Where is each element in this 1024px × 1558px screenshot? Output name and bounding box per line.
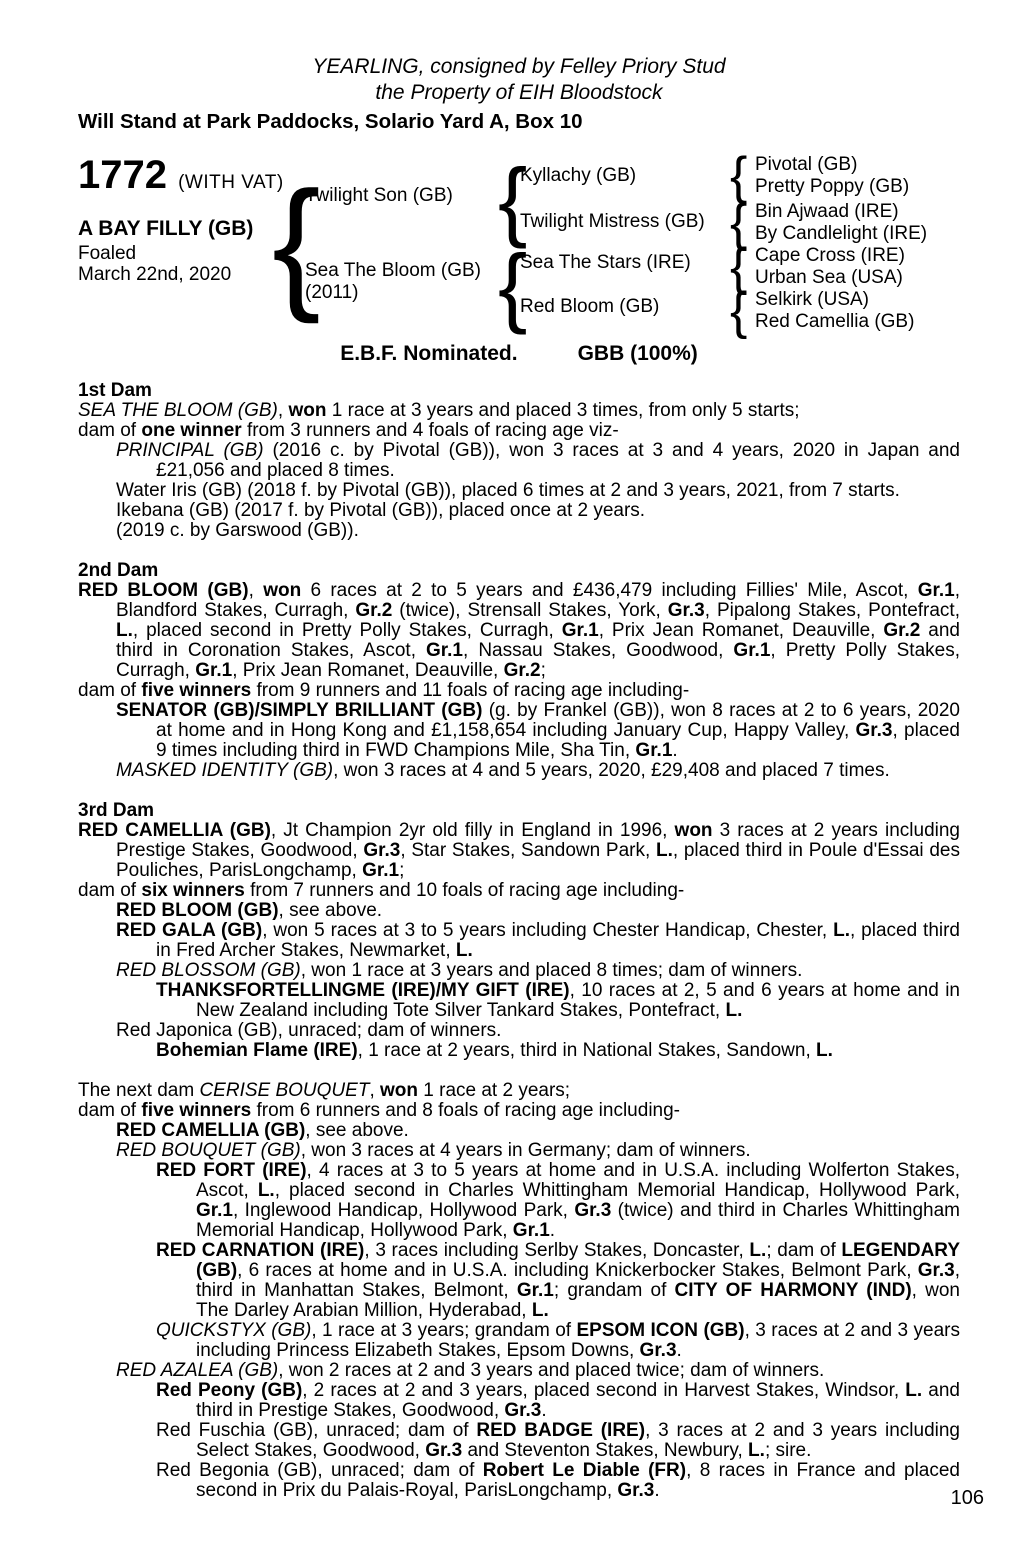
great-grandsire-name: Pivotal (GB) <box>755 154 858 175</box>
sire-sire-name: Kyllachy (GB) <box>520 165 637 186</box>
property-line: the Property of EIH Bloodstock <box>375 81 663 104</box>
catalog-paragraph: Red Fuschia (GB), unraced; dam of RED BADGE (IRE), 3 races at 2 and 3 years including Select Stakes, Goodwood, Gr.3 and Steventon Stakes, Newbury, L.; sire. <box>156 1420 960 1461</box>
great-granddam-name: Urban Sea (USA) <box>755 267 903 288</box>
dam-sire-name: Sea The Stars (IRE) <box>520 252 691 273</box>
catalog-paragraph: Red Begonia (GB), unraced; dam of Robert Le Diable (FR), 8 races in France and placed second in Prix du Palais-Royal, ParisLongchamp, Gr.3. <box>156 1460 960 1501</box>
sire-name: Twilight Son (GB) <box>305 185 453 206</box>
catalog-paragraph: RED CARNATION (IRE), 3 races including Serlby Stakes, Doncaster, L.; dam of LEGENDARY (GB), 6 races at home and in U.S.A. including Knickerbocker Stakes, Belmont Park, Gr.3, third in Manhattan Stakes, Belmont, Gr.1; grandam of CITY OF HARMONY (IND), won The Darley Arabian Million, Hyderabad, L. <box>156 1240 960 1321</box>
stand-location-line: Will Stand at Park Paddocks, Solario Yard A, Box 10 <box>78 110 583 133</box>
great-grandsire-name: Bin Ajwaad (IRE) <box>755 201 899 222</box>
catalog-paragraph: Red Peony (GB), 2 races at 2 and 3 years, placed second in Harvest Stakes, Windsor, L. and third in Prestige Stakes, Goodwood, Gr.3. <box>156 1380 960 1421</box>
catalog-paragraph: THANKSFORTELLINGME (IRE)/MY GIFT (IRE), 10 races at 2, 5 and 6 years at home and in New Zealand including Tote Silver Tankard Stakes, Pontefract, L. <box>156 980 960 1021</box>
pedigree-brace: { <box>730 282 748 340</box>
foaled-date: March 22nd, 2020 <box>78 264 232 285</box>
dam-name: Sea The Bloom (GB) <box>305 260 482 281</box>
first-dam-heading: 1st Dam <box>78 380 152 401</box>
catalog-paragraph: dam of one winner from 3 runners and 4 foals of racing age viz- <box>78 420 619 441</box>
catalog-paragraph: PRINCIPAL (GB) (2016 c. by Pivotal (GB)), won 3 races at 3 and 4 years, 2020 in Japan and £21,056 and placed 8 times. <box>116 440 960 481</box>
great-grandsire-name: Selkirk (USA) <box>755 289 870 310</box>
catalog-paragraph: RED GALA (GB), won 5 races at 3 to 5 years including Chester Handicap, Chester, L., placed third in Fred Archer Stakes, Newmarket, L. <box>116 920 960 961</box>
page-number: 106 <box>950 1487 984 1509</box>
catalog-content <box>78 0 960 1501</box>
sire-dam-name: Twilight Mistress (GB) <box>520 211 705 232</box>
pedigree-brace: { <box>498 150 528 249</box>
first-dam-section <box>78 381 960 541</box>
nomination-line <box>78 342 960 366</box>
catalog-paragraph: SEA THE BLOOM (GB), won 1 race at 3 years and placed 3 times, from only 5 starts; <box>78 400 800 421</box>
vat-note: (WITH VAT) <box>178 172 284 193</box>
gbb-note: GBB (100%) <box>577 342 698 365</box>
catalog-paragraph: RED BLOOM (GB), see above. <box>116 900 383 921</box>
great-granddam-name: Pretty Poppy (GB) <box>755 176 910 197</box>
catalog-paragraph: SENATOR (GB)/SIMPLY BRILLIANT (GB) (g. by Frankel (GB)), won 8 races at 2 to 6 years, 2020 at home and in Hong Kong and £1,158,654 including January Cup, Happy Valley, Gr.3, placed 9 times including third in FWD Champions Mile, Sha Tin, Gr.1. <box>116 700 960 761</box>
catalog-paragraph: Ikebana (GB) (2017 f. by Pivotal (GB)), placed once at 2 years. <box>116 500 646 521</box>
catalog-paragraph: dam of five winners from 9 runners and 11 foals of racing age including- <box>78 680 690 701</box>
catalog-paragraph: QUICKSTYX (GB), 1 race at 3 years; grandam of EPSOM ICON (GB), 3 races at 2 and 3 years including Princess Elizabeth Stakes, Epsom Downs, Gr.3. <box>156 1320 960 1361</box>
catalog-paragraph: RED CAMELLIA (GB), see above. <box>116 1120 409 1141</box>
next-dam-section <box>78 1081 960 1501</box>
catalog-paragraph: Water Iris (GB) (2018 f. by Pivotal (GB)), placed 6 times at 2 and 3 years, 2021, from 7 starts. <box>116 480 900 501</box>
pedigree-brace: { <box>272 161 321 324</box>
lot-number: 1772 (WITH VAT) <box>78 153 284 197</box>
catalog-paragraph: dam of five winners from 6 runners and 8 foals of racing age including- <box>78 1100 681 1121</box>
great-grandsire-name: Cape Cross (IRE) <box>755 245 905 266</box>
consignor-line: YEARLING, consigned by Felley Priory Stud <box>312 55 726 78</box>
foaled-label: Foaled <box>78 243 137 264</box>
catalog-paragraph: dam of six winners from 7 runners and 10 foals of racing age including- <box>78 880 685 901</box>
catalog-paragraph: RED CAMELLIA (GB), Jt Champion 2yr old filly in England in 1996, won 3 races at 2 years including Prestige Stakes, Goodwood, Gr.3, Star Stakes, Sandown Park, L., placed third in Poule d'Essai des Pouliches, ParisLongchamp, Gr.1; <box>78 820 960 881</box>
second-dam-section <box>78 561 960 781</box>
catalog-paragraph: The next dam CERISE BOUQUET, won 1 race at 2 years; <box>78 1080 571 1101</box>
catalog-paragraph: RED BOUQUET (GB), won 3 races at 4 years in Germany; dam of winners. <box>116 1140 751 1161</box>
pedigree-brace: { <box>498 236 528 335</box>
catalog-paragraph: RED AZALEA (GB), won 2 races at 2 and 3 years and placed twice; dam of winners. <box>116 1360 825 1381</box>
pedigree-brace: { <box>730 194 748 252</box>
catalog-paragraph: Red Japonica (GB), unraced; dam of winners. <box>116 1020 502 1041</box>
great-granddam-name: By Candlelight (IRE) <box>755 223 928 244</box>
dam-year: (2011) <box>305 282 359 303</box>
ebf-nominated: E.B.F. Nominated. <box>340 342 518 365</box>
second-dam-heading: 2nd Dam <box>78 560 159 581</box>
great-granddam-name: Red Camellia (GB) <box>755 311 915 332</box>
pedigree-brace: { <box>730 238 748 296</box>
catalog-paragraph: (2019 c. by Garswood (GB)). <box>116 520 359 541</box>
catalog-paragraph: MASKED IDENTITY (GB), won 3 races at 4 and 5 years, 2020, £29,408 and placed 7 times. <box>116 760 890 781</box>
third-dam-section <box>78 801 960 1061</box>
catalog-paragraph: Bohemian Flame (IRE), 1 race at 2 years, third in National Stakes, Sandown, L. <box>156 1040 833 1061</box>
catalog-paragraph: RED BLOSSOM (GB), won 1 race at 3 years and placed 8 times; dam of winners. <box>116 960 803 981</box>
pedigree-table <box>78 147 960 340</box>
dam-dam-name: Red Bloom (GB) <box>520 296 660 317</box>
third-dam-heading: 3rd Dam <box>78 800 155 821</box>
catalog-paragraph: RED FORT (IRE), 4 races at 3 to 5 years at home and in U.S.A. including Wolferton Stakes, Ascot, L., placed second in Charles Whittingham Memorial Handicap, Hollywood Park, Gr.1, Inglewood Handicap, Hollywood Park, Gr.3 (twice) and third in Charles Whittingham Memorial Handicap, Hollywood Park, Gr.1. <box>156 1160 961 1241</box>
catalog-paragraph: RED BLOOM (GB), won 6 races at 2 to 5 years and £436,479 including Fillies' Mile, Ascot, Gr.1, Blandford Stakes, Curragh, Gr.2 (twice), Strensall Stakes, York, Gr.3, Pipalong Stakes, Pontefract, L., placed second in Pretty Polly Stakes, Curragh, Gr.1, Prix Jean Romanet, Deauville, Gr.2 and third in Coronation Stakes, Ascot, Gr.1, Nassau Stakes, Goodwood, Gr.1, Pretty Polly Stakes, Curragh, Gr.1, Prix Jean Romanet, Deauville, Gr.2; <box>78 580 961 681</box>
horse-description: A BAY FILLY (GB) <box>78 217 254 240</box>
pedigree-brace: { <box>730 147 748 205</box>
